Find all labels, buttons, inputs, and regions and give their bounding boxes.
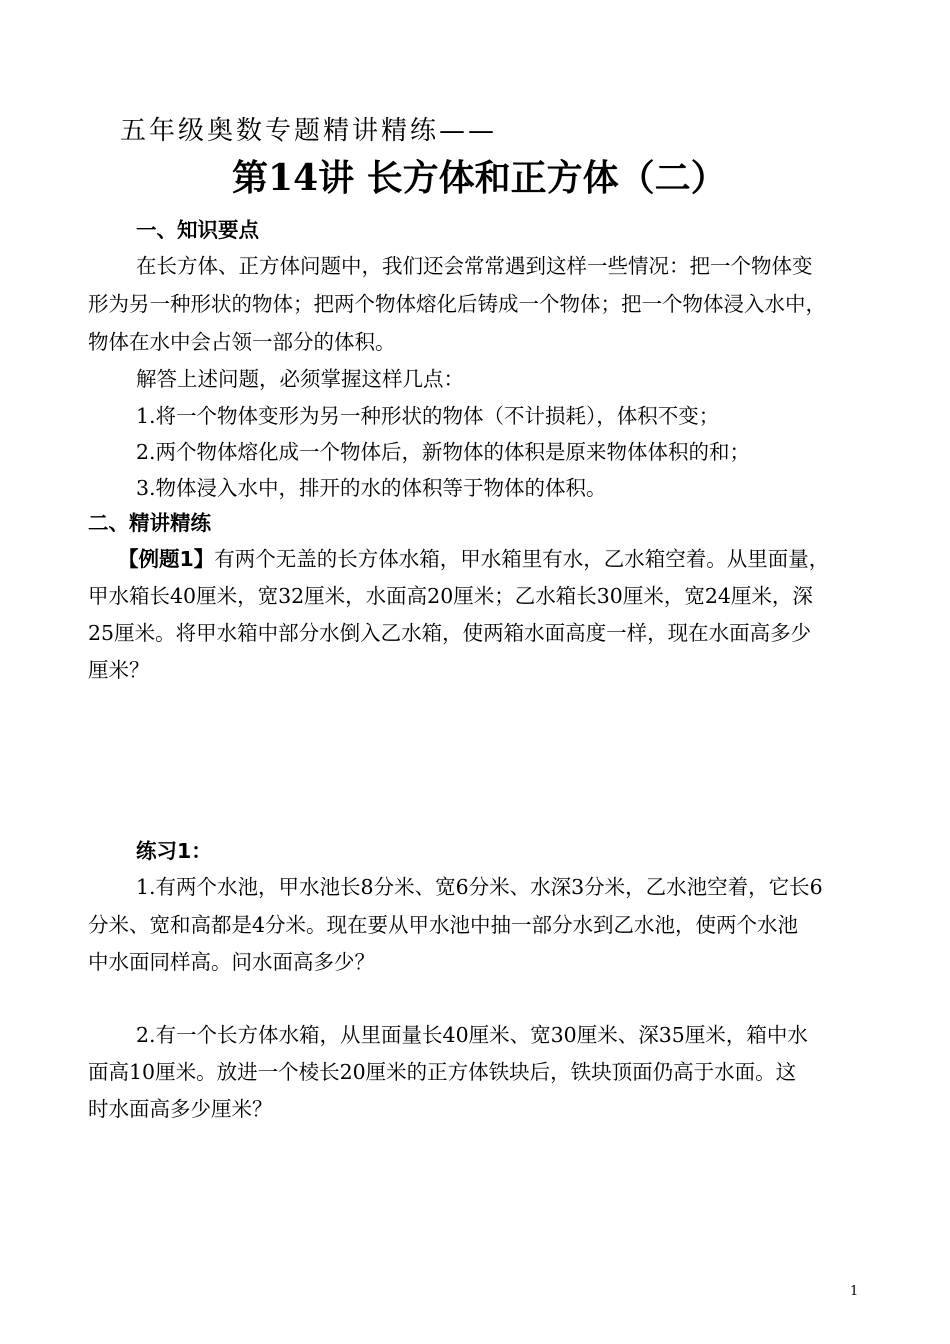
practice-heading: 练习1： [136, 839, 212, 863]
page-number: 1 [850, 1284, 859, 1299]
question-line: 1.有两个水池，甲水池长8分米、宽6分米、水深3分米，乙水池空着，它长6 [136, 875, 823, 899]
lesson-suffix: 讲 长方体和正方体（二） [318, 158, 727, 199]
knowledge-point: 1.将一个物体变形为另一种形状的物体（不计损耗），体积不变； [136, 404, 720, 428]
example-line: 25厘米。将甲水箱中部分水倒入乙水箱，使两箱水面高度一样，现在水面高多少 [88, 621, 812, 645]
lesson-number: 14 [268, 157, 319, 199]
series-title: 五年级奥数专题精讲精练—— [120, 116, 498, 146]
question-line: 分米、宽和高都是4分米。现在要从甲水池中抽一部分水到乙水池，使两个水池 [88, 913, 799, 937]
question-line: 时水面高多少厘米？ [88, 1097, 273, 1121]
knowledge-point: 2.两个物体熔化成一个物体后，新物体的体积是原来物体体积的和； [136, 440, 751, 464]
example-text: 有两个无盖的长方体水箱，甲水箱里有水，乙水箱空着。从里面量， [214, 547, 830, 571]
example-line: 甲水箱长40厘米，宽32厘米，水面高20厘米；乙水箱长30厘米，宽24厘米，深 [88, 584, 813, 608]
paragraph-line: 在长方体、正方体问题中，我们还会常常遇到这样一些情况：把一个物体变 [136, 254, 813, 278]
section-heading-knowledge: 一、知识要点 [136, 218, 259, 242]
question-line: 2.有一个长方体水箱，从里面量长40厘米、宽30厘米、深35厘米，箱中水 [136, 1023, 808, 1047]
paragraph-intro: 解答上述问题，必须掌握这样几点： [136, 367, 464, 391]
question-line: 面高10厘米。放进一个棱长20厘米的正方体铁块后，铁块顶面仍高于水面。这 [88, 1060, 797, 1084]
question-line: 中水面同样高。问水面高多少？ [88, 950, 375, 974]
example-line: 厘米？ [88, 658, 150, 682]
lesson-prefix: 第 [232, 158, 269, 199]
paragraph-line: 形为另一种形状的物体；把两个物体熔化后铸成一个物体；把一个物体浸入水中， [88, 292, 826, 316]
example-1-first-line [118, 540, 868, 578]
lesson-title [232, 150, 727, 201]
knowledge-point: 3.物体浸入水中，排开的水的体积等于物体的体积。 [136, 476, 607, 500]
paragraph-line: 物体在水中会占领一部分的体积。 [88, 330, 396, 354]
section-heading-practice: 二、精讲精练 [88, 511, 211, 535]
example-label: 【例题1】 [118, 547, 215, 571]
